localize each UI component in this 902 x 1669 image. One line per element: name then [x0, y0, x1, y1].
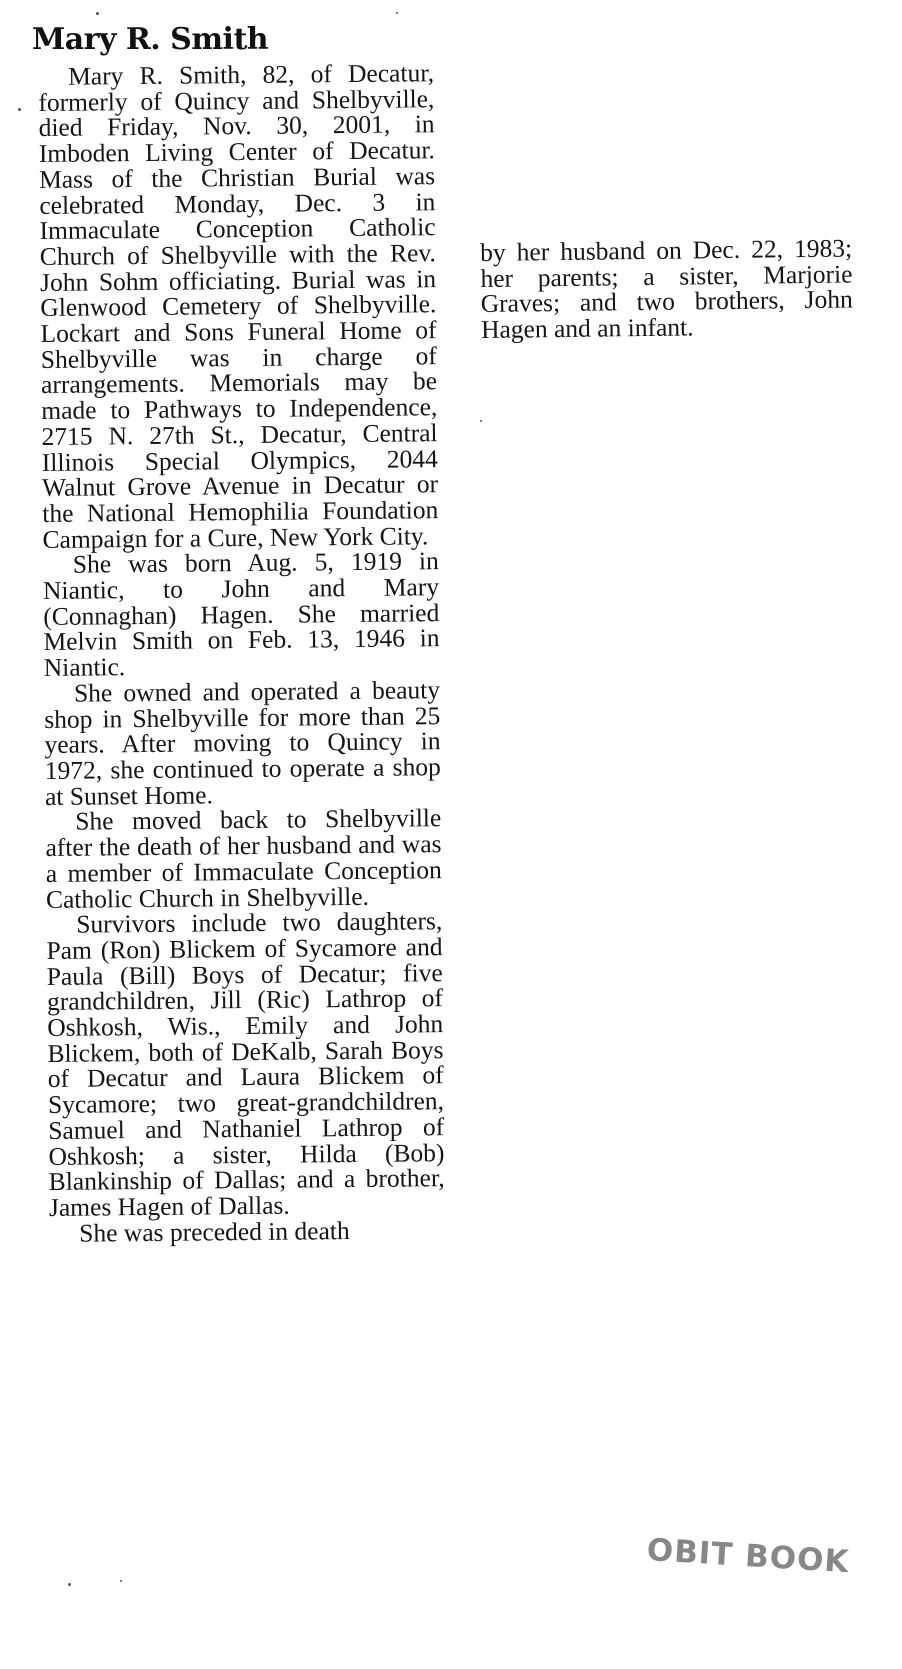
- scan-speck: [68, 1583, 71, 1586]
- paragraph-death-notice: Mary R. Smith, 82, of Decatur, formerly of Quincy and Shelbyville, died Friday, Nov. 30, 2001, in Imboden Living Center of Decatur. Mass of the Christian Burial was celebrated Monday, Dec. 3 in Immaculate Conception Catholic Church of Shelbyville with the Rev. John Sohm officiating. Burial was in Glenwood Cemetery of Shelbyville. Lockart and Sons Funeral Home of Shelbyville was in charge of arrangements. Memorials may be made to Pathways to Independence, 2715 N. 27th St., Decatur, Central Illinois Special Olympics, 2044 Walnut Grove Avenue in Decatur or the National Hemophilia Foundation Campaign for a Cure, New York City.: [38, 58, 439, 554]
- scan-speck: [96, 12, 99, 15]
- right-text-column: [479, 233, 853, 345]
- scan-speck: [396, 12, 398, 14]
- obit-book-stamp: OBIT BOOK: [645, 1532, 851, 1581]
- paragraph-career: She owned and operated a beauty shop in Shelbyville for more than 25 years. After moving to Quincy in 1972, she continued to operate a shop at Sunset Home.: [44, 675, 441, 811]
- paragraph-church: She moved back to Shelbyville after the death of her husband and was a member of Immaculate Conception Catholic Church in Shelbyville.: [45, 803, 442, 914]
- paragraph-survivors: Survivors include two daughters, Pam (Ron) Blickem of Sycamore and Paula (Bill) Boys of Decatur; five grandchildren, Jill (Ric) Lathrop of Oshkosh, Wis., Emily and John Blickem, both of DeKalb, Sarah Boys of Decatur and Laura Blickem of Sycamore; two great-grandchildren, Samuel and Nathaniel Lathrop of Oshkosh; a sister, Hilda (Bob) Blankinship of Dallas; and a brother, James Hagen of Dallas.: [46, 906, 445, 1222]
- scan-speck: [480, 420, 482, 422]
- left-text-column: [38, 60, 445, 1246]
- scan-speck: [120, 1580, 122, 1582]
- obituary-headline: Mary R. Smith: [32, 22, 269, 57]
- paragraph-preceded-start: She was preceded in death: [79, 1215, 350, 1248]
- paragraph-preceded-end: by her husband on Dec. 22, 1983; her parents; a sister, Marjorie Graves; and two brothers, John Hagen and an infant.: [479, 233, 853, 345]
- paragraph-birth: She was born Aug. 5, 1919 in Niantic, to John and Mary (Connaghan) Hagen. She married Melvin Smith on Feb. 13, 1946 in Niantic.: [42, 546, 440, 683]
- scan-speck: [18, 108, 21, 111]
